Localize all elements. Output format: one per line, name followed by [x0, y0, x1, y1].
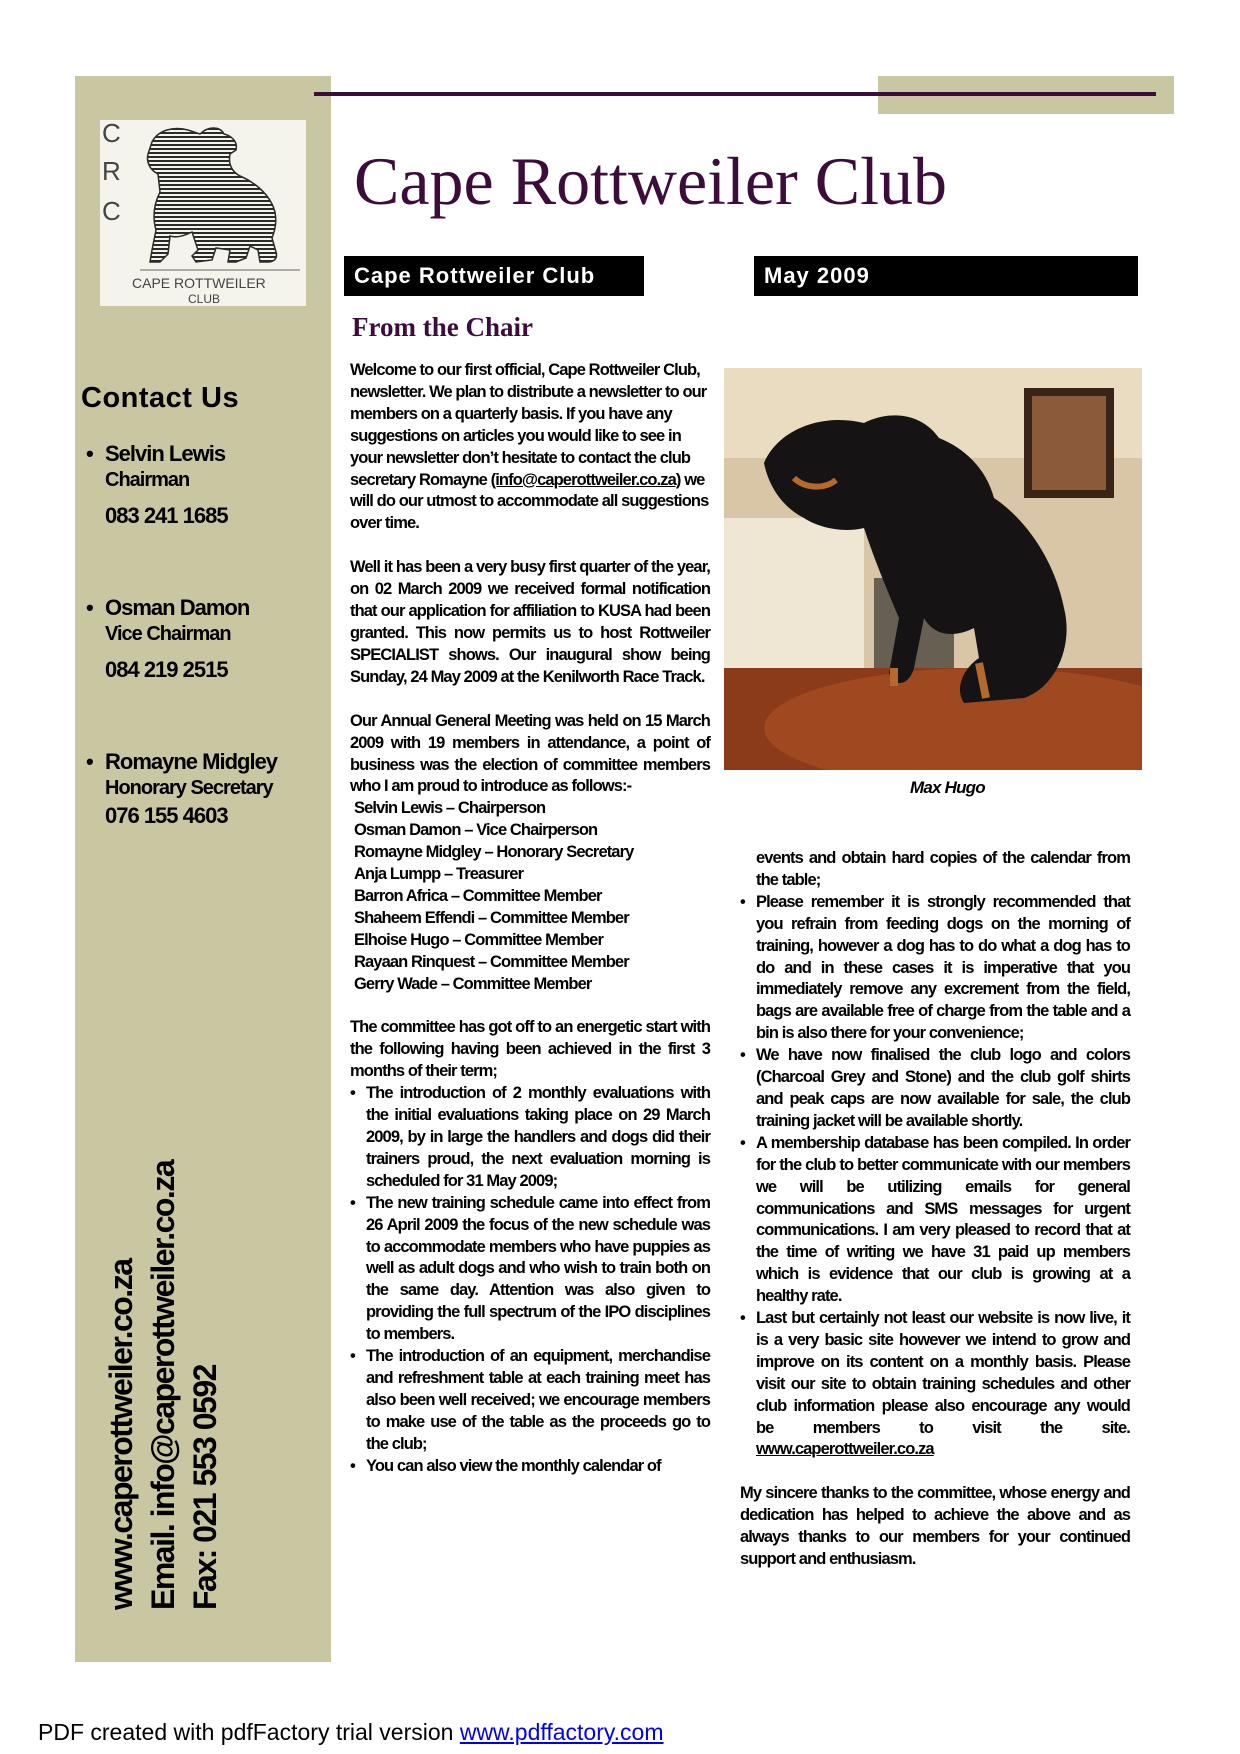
article-heading: From the Chair — [352, 312, 533, 342]
contact-title: Contact Us — [81, 382, 240, 414]
bullet-icon: • — [86, 595, 93, 620]
contact-item — [86, 748, 277, 829]
logo-letter-c: C — [102, 120, 121, 148]
contact-role: Chairman — [105, 469, 190, 491]
list-item: • You can also view the monthly calendar of — [350, 1456, 710, 1478]
bullet-icon: • — [350, 1347, 355, 1366]
contact-phone: 076 155 4603 — [105, 803, 228, 828]
bullet-icon: • — [740, 1046, 745, 1065]
club-logo — [100, 120, 306, 306]
committee-member: Rayaan Rinquest – Committee Member — [354, 952, 629, 971]
bullet-icon: • — [740, 1309, 745, 1328]
list-item: • We have now finalised the club logo and colors (Charcoal Grey and Stone) and the club golf shirts and peak caps are now available for sale, the club training jacket will be available shortly. — [740, 1046, 1130, 1130]
article-right-column — [740, 848, 1130, 1571]
logo-letter-c: C — [102, 196, 121, 226]
contact-name: Romayne Midgley — [105, 749, 278, 774]
contact-item — [86, 594, 249, 683]
bullet-icon: • — [740, 1133, 745, 1152]
list-item: • The new training schedule came into effect from 26 April 2009 the focus of the new schedule was to accommodate members who have puppies as well as adult dogs and who wish to train both on the same day. Attention was also given to providing the full spectrum of the IPO disciplines to members. — [350, 1193, 710, 1344]
website-link[interactable]: www.caperottweiler.co.za — [756, 1440, 934, 1459]
contact-name: Selvin Lewis — [105, 441, 226, 466]
contact-name: Osman Damon — [105, 595, 250, 620]
list-continuation: events and obtain hard copies of the calendar from the table; — [756, 849, 1130, 889]
contact-phone: 083 241 1685 — [105, 503, 228, 528]
bullet-icon: • — [350, 1084, 355, 1103]
email-text: Email. info@caperottweiler.co.za — [145, 1160, 181, 1610]
bullet-icon: • — [350, 1456, 355, 1475]
committee-member: Anja Lumpp – Treasurer — [354, 865, 524, 884]
logo-letter-r: R — [102, 156, 121, 186]
sidebar-vertical-contact — [100, 1161, 226, 1610]
achievements-list — [350, 1083, 710, 1477]
committee-member: Gerry Wade – Committee Member — [354, 974, 592, 993]
fax-text: Fax: 021 553 0592 — [187, 1365, 223, 1610]
date-bar: May 2009 — [754, 256, 1138, 296]
committee-member: Osman Damon – Vice Chairperson — [354, 821, 598, 840]
dog-photo — [724, 368, 1142, 770]
contact-role: Vice Chairman — [105, 623, 231, 645]
header-rule — [314, 92, 1156, 96]
committee-member: Elhoise Hugo – Committee Member — [354, 930, 603, 949]
committee-member: Shaheem Effendi – Committee Member — [354, 908, 629, 927]
footer-link[interactable]: www.pdffactory.com — [459, 1719, 664, 1745]
photo-caption: Max Hugo — [910, 778, 985, 797]
bullet-icon: • — [86, 749, 93, 774]
bullet-icon: • — [740, 892, 745, 911]
list-item: • Please remember it is strongly recommended that you refrain from feeding dogs on the morning of training, however a dog has to do what a dog has to do and in these cases it is imperative that you immediately remove any excrement from the field, bags are available free of charge from the table and a bin is also there for your convenience; — [740, 892, 1130, 1043]
intro-text: Welcome to our first official, Cape Rottweiler Club, newsletter. We plan to distribute a newsletter to our members on a quarterly basis. If you have any suggestions on articles you would like to see in your newsletter don’t hesitate to contact the club secretary Romayne — [350, 361, 707, 489]
section-bar-left: Cape Rottweiler Club — [344, 256, 644, 296]
bullet-icon: • — [350, 1193, 355, 1212]
paragraph-achievements: The committee has got off to an energetic start with the following having been achieved in the first 3 months of their term; — [350, 1018, 710, 1081]
committee-member: Romayne Midgley – Honorary Secretary — [354, 843, 634, 862]
list-item: • A membership database has been compiled. In order for the club to better communicate with our members we will be utilizing emails for general communications and SMS messages for urgent communications. I am very pleased to record that at the time of writing we have 31 paid up members which is evidence that our club is growing at a healthy rate. — [740, 1133, 1130, 1306]
email-link[interactable]: (info@caperottweiler.co.za) — [490, 470, 681, 489]
contact-item — [86, 440, 228, 529]
page-title: Cape Rottweiler Club — [354, 143, 948, 219]
article-left-column — [350, 360, 710, 1478]
paragraph-agm: Our Annual General Meeting was held on 15 March 2009 with 19 members in attendance, a point of business was the election of committee members who I am proud to introduce as follows:- — [350, 711, 710, 796]
list-item: • The introduction of an equipment, merchandise and refreshment table at each training meet has also been well received; we encourage members to make use of the table as the proceeds go to the club; — [350, 1347, 710, 1453]
intro-text-end: we will do our utmost to accommodate all suggestions over time. — [350, 470, 709, 533]
closing-paragraph: My sincere thanks to the committee, whose energy and dedication has helped to achieve the above and as always thanks to our members for your continued support and enthusiasm. — [740, 1484, 1130, 1569]
committee-member: Selvin Lewis – Chairperson — [354, 799, 546, 818]
list-item: • Last but certainly not least our website is now live, it is a very basic site however we intend to grow and improve on its content on a monthly basis. Please visit our site to obtain training schedules and other club information please also encourage any would be members to visit the site. www.caperottweiler.co.za — [740, 1309, 1130, 1459]
footer-text: PDF created with pdfFactory trial version — [38, 1719, 460, 1745]
contact-role: Honorary Secretary — [105, 777, 273, 799]
bullet-icon: • — [86, 441, 93, 466]
logo-text-line2: CLUB — [188, 292, 221, 306]
contact-phone: 084 219 2515 — [105, 657, 228, 682]
logo-text-line1: CAPE ROTTWEILER — [132, 275, 266, 291]
paragraph-affiliation: Well it has been a very busy first quarter of the year, on 02 March 2009 we received formal notification that our application for affiliation to KUSA had been granted. This now permits us to host Rottweiler SPECIALIST shows. Our inaugural show being Sunday, 24 May 2009 at the Kenilworth Race Track. — [350, 558, 710, 686]
list-item: • The introduction of 2 monthly evaluations with the initial evaluations taking place on 29 March 2009, by in large the handlers and dogs did their trainers proud, the next evaluation morning is scheduled for 31 May 2009; — [350, 1084, 710, 1190]
notices-list — [740, 892, 1130, 1462]
committee-member: Barron Africa – Committee Member — [354, 886, 602, 905]
website-link[interactable]: www.caperottweiler.co.za — [103, 1259, 139, 1610]
intro-paragraph — [350, 360, 710, 535]
pdf-footer — [38, 1719, 664, 1746]
